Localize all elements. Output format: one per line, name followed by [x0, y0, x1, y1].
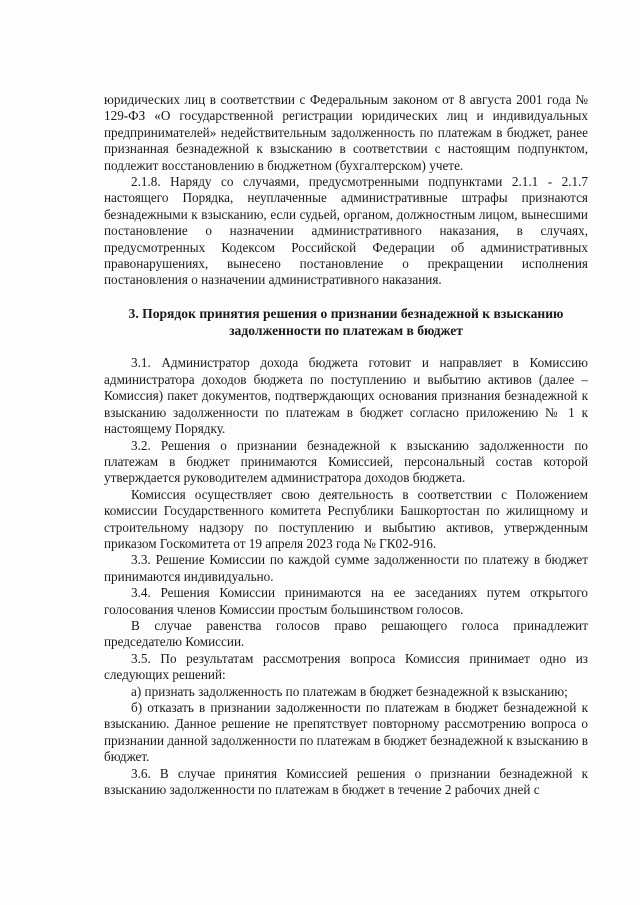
paragraph-2-1-8: 2.1.8. Наряду со случаями, предусмотренными подпунктами 2.1.1 - 2.1.7 настоящего Порядка, неуплаченные административные штрафы признаются безнадежными к взысканию, если судьей, органом, должностным лицом, вынесшими постановление о назначении административного наказания, в случаях, предусмотренных Кодексом Российской Федерации об административных правонарушениях, вынесено постановление о прекращении исполнения постановления о назначении административного наказания.: [104, 174, 588, 288]
paragraph-3-5: 3.5. По результатам рассмотрения вопроса Комиссия принимает одно из следующих решений:: [104, 650, 588, 683]
paragraph-3-4: 3.4. Решения Комиссии принимаются на ее заседаниях путем открытого голосования членов Комиссии простым большинством голосов.: [104, 585, 588, 617]
paragraph-commission-activity: Комиссия осуществляет свою деятельность в соответствии с Положением комиссии Государственного комитета Республики Башкортостан по жилищному и строительному надзору по поступлению и выбытию активов, утвержденным приказом Госкомитета от 19 апреля 2023 года № ГК02-916.: [104, 486, 588, 551]
paragraph-option-a: а) признать задолженность по платежам в бюджет безнадежной к взысканию;: [131, 683, 568, 699]
paragraph-tie-vote: В случае равенства голосов право решающего голоса принадлежит председателю Комиссии.: [104, 617, 588, 650]
paragraph-3-6: 3.6. В случае принятия Комиссией решения о признании безнадежной к взысканию задолженности по платежам в бюджет в течение 2 рабочих дней с: [104, 765, 588, 798]
document-body: [104, 92, 588, 798]
section-heading: 3. Порядок принятия решения о признании безнадежной к взысканию задолженности по платежам в бюджет: [128, 305, 564, 338]
paragraph-continuation: юридических лиц в соответствии с Федеральным законом от 8 августа 2001 года № 129-ФЗ «О государственной регистрации юридических лиц и индивидуальных предпринимателей» недействительным задолженность по платежам в бюджет, ранее признанная безнадежной к взысканию в соответствии с настоящим подпунктом, подлежит восстановлению в бюджетном (бухгалтерском) учете.: [104, 92, 588, 173]
paragraph-option-b: б) отказать в признании задолженности по платежам в бюджет безнадежной к взысканию. Данное решение не препятствует повторному рассмотрению вопроса о признании данной задолженности по платежам в бюджет безнадежной к взысканию в бюджет.: [104, 700, 588, 765]
paragraph-3-1: 3.1. Администратор дохода бюджета готовит и направляет в Комиссию администратора доходов бюджета по поступлению и выбытию активов (далее – Комиссия) пакет документов, подтверждающих основания признания безнадежной к взысканию задолженности по платежам в бюджет согласно приложению № 1 к настоящему Порядку.: [104, 355, 588, 437]
paragraph-3-2: 3.2. Решения о признании безнадежной к взысканию задолженности по платежам в бюджет принимаются Комиссией, персональный состав которой утверждается руководителем администратора доходов бюджета.: [104, 437, 588, 486]
paragraph-3-3: 3.3. Решение Комиссии по каждой сумме задолженности по платежу в бюджет принимаются индивидуально.: [104, 552, 588, 584]
